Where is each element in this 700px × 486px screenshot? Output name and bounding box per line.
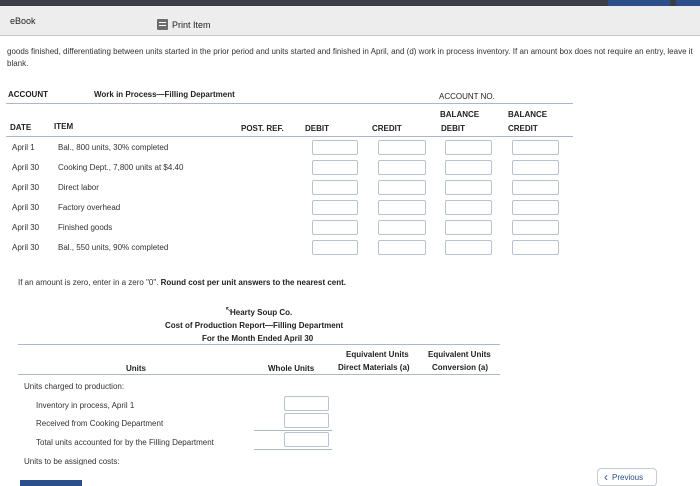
ebook-link[interactable]: eBook [10,16,36,26]
col-credit: CREDIT [372,124,402,133]
col-balance-debit: DEBIT [441,124,465,133]
col-date: DATE [10,123,32,132]
print-item-label: Print Item [172,19,211,30]
report-row-label: Total units accounted for by the Filling Department [36,438,214,447]
previous-button[interactable] [597,468,657,486]
note-bold-text: Round cost per unit answers to the nearest cent. [160,278,347,287]
report-row-label: Inventory in process, April 1 [36,401,135,410]
balance-credit-input[interactable] [512,180,559,195]
debit-input[interactable] [312,240,358,255]
report-row-label: Units charged to production: [24,382,125,391]
row-date: April 30 [12,243,40,252]
col-balance-2: BALANCE [508,110,548,119]
col-post-ref: POST. REF. [241,124,284,133]
credit-input[interactable] [378,220,426,235]
account-label: ACCOUNT [8,90,48,99]
sum-line [254,430,332,431]
report-company: Hearty Soup Co. [230,308,293,317]
balance-credit-input[interactable] [512,220,559,235]
col-direct-materials: Direct Materials (a) [338,363,410,372]
balance-credit-input[interactable] [512,160,559,175]
balance-debit-input[interactable] [445,220,492,235]
ledger-row [12,138,572,158]
col-balance: BALANCE [440,110,480,119]
col-item: ITEM [54,122,74,131]
col-units: Units [126,364,146,373]
ledger-row [12,238,572,258]
credit-input[interactable] [378,200,426,215]
row-date: April 30 [12,223,40,232]
debit-input[interactable] [312,220,358,235]
report-row-label: Units to be assigned costs: [24,457,120,465]
row-item: Factory overhead [58,203,121,212]
row-item: Cooking Dept., 7,800 units at $4.40 [58,163,184,172]
balance-credit-input[interactable] [512,200,559,215]
print-item-button[interactable] [157,18,211,31]
row-date: April 30 [12,203,40,212]
ledger-row [12,178,572,198]
balance-debit-input[interactable] [445,160,492,175]
cursor-icon: ↖ [225,305,232,314]
balance-debit-input[interactable] [445,240,492,255]
debit-input[interactable] [312,160,358,175]
report-title: Cost of Production Report—Filling Department [165,321,344,330]
report-divider [18,344,500,345]
note-text: If an amount is zero, enter in a zero "0". [18,278,161,287]
row-item: Direct labor [58,183,99,192]
balance-debit-input[interactable] [445,180,492,195]
row-item: Bal., 800 units, 30% completed [58,143,169,152]
debit-input[interactable] [312,200,358,215]
report-divider [18,374,500,375]
rounding-note [18,278,346,287]
row-date: April 30 [12,183,40,192]
ledger-row [12,158,572,178]
ledger-row [12,218,572,238]
col-equivalent-units-1: Equivalent Units [346,350,409,359]
balance-debit-input[interactable] [445,200,492,215]
col-equivalent-units-2: Equivalent Units [428,350,491,359]
col-whole-units: Whole Units [268,364,315,373]
debit-input[interactable] [312,140,358,155]
units-input[interactable] [284,413,329,428]
print-icon [157,19,168,30]
check-work-button[interactable] [20,480,82,486]
credit-input[interactable] [378,240,426,255]
credit-input[interactable] [378,140,426,155]
units-input[interactable] [284,396,329,411]
row-item: Bal., 550 units, 90% completed [58,243,169,252]
report-row-label: Received from Cooking Department [36,419,164,428]
ledger-header [6,88,573,104]
col-conversion: Conversion (a) [432,363,489,372]
ledger-row [12,198,572,218]
col-debit: DEBIT [305,124,329,133]
debit-input[interactable] [312,180,358,195]
divider [6,136,573,137]
balance-credit-input[interactable] [512,240,559,255]
balance-credit-input[interactable] [512,140,559,155]
units-total-input[interactable] [284,432,329,447]
credit-input[interactable] [378,160,426,175]
credit-input[interactable] [378,180,426,195]
previous-label: Previous [612,472,644,482]
row-item: Finished goods [58,223,113,232]
app-toolbar [0,0,700,36]
sum-double-line [254,449,332,450]
report-period: For the Month Ended April 30 [202,334,314,343]
balance-debit-input[interactable] [445,140,492,155]
toolbar-row [0,6,700,36]
row-date: April 1 [12,143,35,152]
row-date: April 30 [12,163,40,172]
chevron-left-icon: ‹ [604,470,608,484]
col-balance-credit: CREDIT [508,124,538,133]
instructions-text: goods finished, differentiating between units started in the prior period and units started and finished in April, and (d) work in process inventory. If an amount box does not require an entry, leave it blank. [7,47,693,68]
account-name: Work in Process—Filling Department [94,90,235,99]
account-no-label: ACCOUNT NO. [439,92,495,101]
